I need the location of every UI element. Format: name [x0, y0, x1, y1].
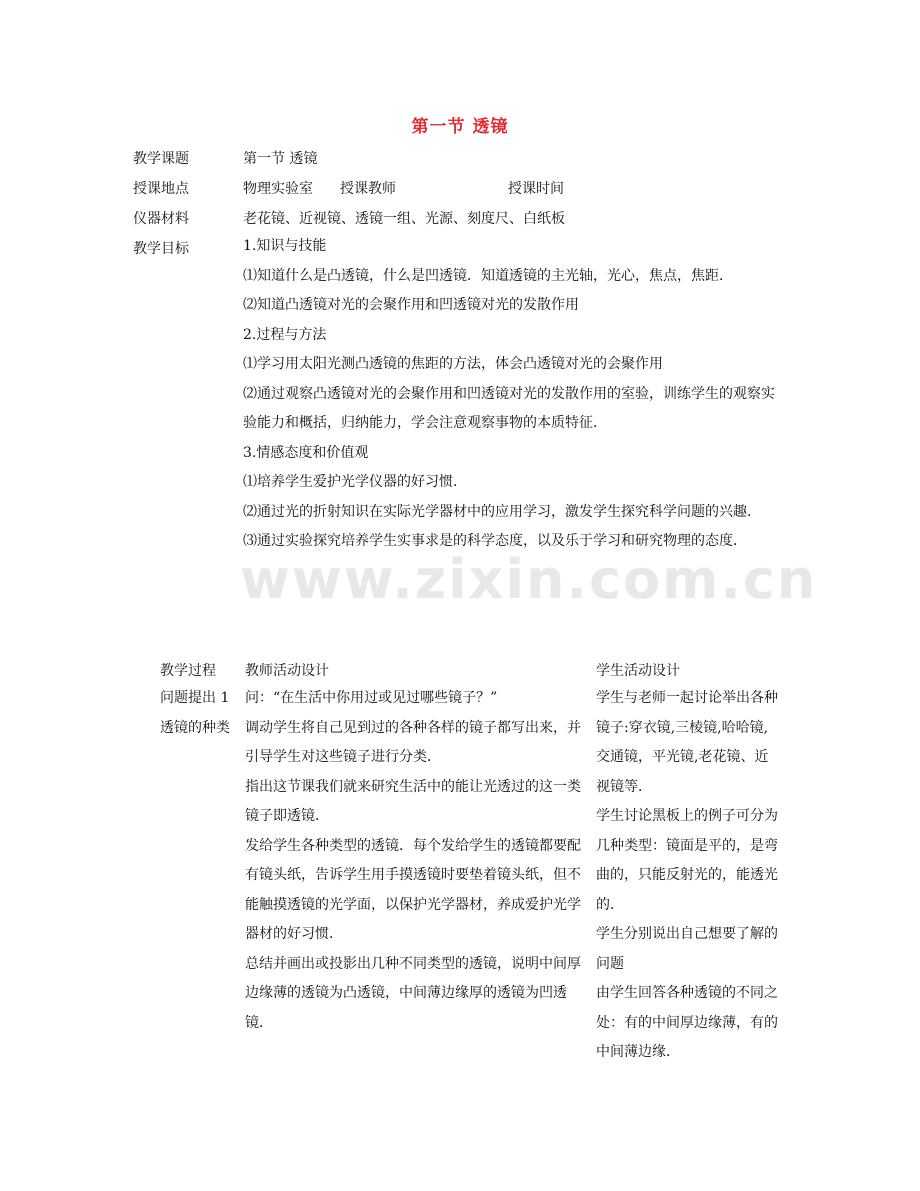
goal-item-2-2: ⑵通过观察凸透镜对光的会聚作用和凹透镜对光的发散作用的室验，训练学生的观察实验能力和概括，归纳能力，学会注意观察事物的本质特征． — [243, 385, 775, 431]
header-teacher: 教师活动设计 — [245, 663, 329, 679]
goal-item-3-3: ⑶通过实验探究培养学生实事求是的科学态度，以及乐于学习和研究物理的态度． — [243, 533, 747, 549]
goal-heading-2: 2.过程与方法 — [243, 326, 327, 343]
header-student: 学生活动设计 — [596, 663, 680, 679]
goal-item-3-1: ⑴培养学生爱护光学仪器的好习惯． — [243, 474, 467, 490]
goal-item-2-1: ⑴学习用太阳光测凸透镜的焦距的方法，体会凸透镜对光的会聚作用 — [243, 356, 663, 372]
student-item-1: 学生与老师一起讨论举出各种镜子:穿衣镜,三棱镜,哈哈镜,交通镜，平光镜,老花镜、近视镜等． — [596, 690, 778, 795]
label-time: 授课时间 — [508, 181, 564, 197]
goals-section — [243, 232, 775, 557]
teacher-activities — [245, 684, 581, 1038]
value-course: 第一节 透镜 — [243, 151, 318, 167]
student-item-3: 学生分别说出自己想要了解的问题 — [596, 926, 778, 972]
goal-item-3-2: ⑵通过光的折射知识在实际光学器材中的应用学习，激发学生探究科学问题的兴趣． — [243, 503, 761, 520]
label-goals: 教学目标 — [133, 241, 189, 257]
student-activities — [596, 684, 780, 1068]
label-course: 教学课题 — [133, 151, 189, 167]
goal-item-1-1: ⑴知道什么是凸透镜，什么是凹透镜．知道透镜的主光轴，光心，焦点，焦距． — [243, 267, 733, 284]
value-location: 物理实验室 — [243, 181, 313, 197]
teacher-item-5: 总结并画出或投影出几种不同类型的透镜，说明中间厚边缘薄的透镜为凸透镜，中间薄边缘厚的透镜为凹透镜． — [245, 955, 581, 1031]
watermark: www.zixin.com.cn — [240, 548, 818, 611]
header-process: 教学过程 — [160, 663, 216, 679]
teacher-item-4: 发给学生各种类型的透镜．每个发给学生的透镜都要配有镜头纸，告诉学生用手摸透镜时要垫着镜头纸，但不能触摸透镜的光学面，以保护光学器材，养成爱护光学器材的好习惯． — [245, 837, 581, 942]
process-topic: 问题提出 1透镜的种类 — [160, 690, 230, 736]
label-teacher: 授课教师 — [340, 181, 396, 197]
teacher-item-1: 问：“在生活中你用过或见过哪些镜子？” — [245, 690, 498, 706]
teacher-item-3: 指出这节课我们就来研究生活中的能让光透过的这一类镜子即透镜． — [245, 778, 581, 824]
value-materials: 老花镜、近视镜、透镜一组、光源、刻度尺、白纸板 — [243, 211, 565, 227]
goal-heading-3: 3.情感态度和价值观 — [243, 444, 369, 461]
student-item-4: 由学生回答各种透镜的不同之处：有的中间厚边缘薄，有的中间薄边缘． — [596, 985, 778, 1060]
goal-heading-1: 1.知识与技能 — [243, 238, 327, 254]
label-location: 授课地点 — [133, 181, 189, 197]
goal-item-1-2: ⑵知道凸透镜对光的会聚作用和凹透镜对光的发散作用 — [243, 297, 579, 313]
page-title: 第一节 透镜 — [411, 117, 509, 137]
student-item-2: 学生讨论黑板上的例子可分为几种类型：镜面是平的，是弯曲的，只能反射光的，能透光的． — [596, 808, 778, 913]
teacher-item-2: 调动学生将自己见到过的各种各样的镜子都写出来，并引导学生对这些镜子进行分类． — [245, 719, 581, 765]
label-materials: 仪器材料 — [133, 211, 189, 227]
